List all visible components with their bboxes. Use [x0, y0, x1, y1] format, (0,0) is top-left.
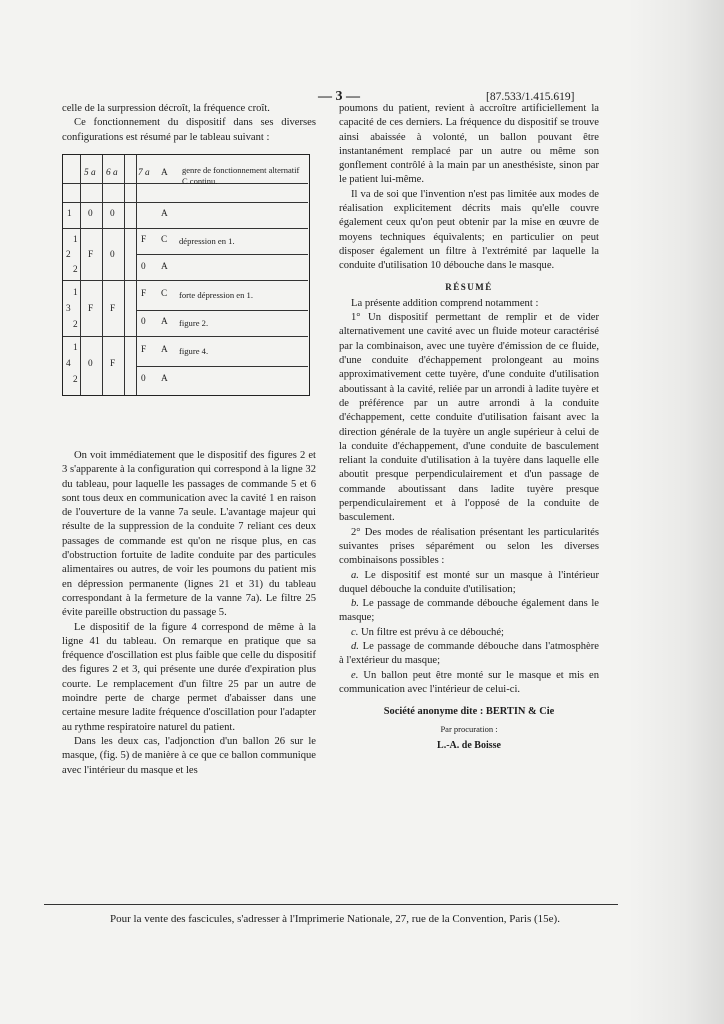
table-cell: C — [161, 235, 168, 245]
table-header-genre: genre de fonctionnement alternatif C continu. — [182, 165, 300, 186]
page-number: — 3 — — [318, 89, 360, 104]
table-cell: F — [141, 289, 147, 299]
section-heading-resume: RÉSUMÉ — [445, 281, 493, 292]
table-cell: 2 — [73, 375, 78, 385]
table-cell: F — [88, 304, 94, 314]
table-cell: F — [88, 250, 94, 260]
table-cell: 1 — [73, 288, 78, 298]
paragraph: poumons du patient, revient à accroître artificiellement la capacité de ces derniers. La fréquence du dispositif se trouve ainsi abaissée à volonté, un ballon pouvant être instantanément remplacé par un autre ou même son gonflement contrôlé à la main par un anesthésiste, sinon par le patient lui-même. — [339, 103, 599, 186]
list-item: e. Un ballon peut être monté sur le masque et mis en communication avec l'intérieur de celui-ci. — [339, 669, 599, 695]
table-cell: 0 — [110, 209, 115, 219]
table-cell: figure 4. — [179, 346, 209, 356]
table-cell: F — [141, 345, 147, 355]
paragraph: La présente addition comprend notamment : — [351, 297, 539, 309]
table-cell: F — [110, 359, 116, 369]
footer-note: Pour la vente des fascicules, s'adresser à l'Imprimerie Nationale, 27, rue de la Convention, Paris (15e). — [110, 913, 560, 925]
paragraph: Le dispositif de la figure 4 correspond de même à la ligne 41 du tableau. On remarque en pratique que sa fréquence d'oscillation est plus faible que celle du dispositif des figures 2 et 3, qui présente une durée d'expiration plus courte. Le remplacement d'un filtre 25 par un autre de moindre perte de charge permet d'abaisser dans une certaine mesure ladite fréquence d'oscillation pour l'adapter au rythme respiratoire naturel du patient. — [62, 621, 316, 733]
table-cell: F — [141, 235, 147, 245]
table-cell: 0 — [141, 317, 146, 327]
table-cell: 2 — [66, 250, 71, 260]
table-cell: C — [161, 289, 168, 299]
left-column-lower — [62, 449, 316, 778]
table-header-7a: 7 a — [138, 168, 150, 178]
table-cell: 0 — [141, 374, 146, 384]
table-cell: A — [161, 317, 168, 327]
table-cell: A — [161, 262, 168, 272]
page-shadow — [628, 0, 724, 1024]
table-cell: 2 — [73, 320, 78, 330]
table-cell: A — [161, 374, 168, 384]
signature-name: L.-A. de Boisse — [437, 739, 501, 751]
document-reference: [87.533/1.415.619] — [486, 91, 575, 103]
footer-divider — [44, 904, 618, 905]
table-cell: A — [161, 345, 168, 355]
table-header-a: A — [161, 168, 168, 178]
paragraph: Dans les deux cas, l'adjonction d'un ballon 26 sur le masque, (fig. 5) de manière à ce que ce ballon communique avec l'intérieur du masque et les — [62, 735, 316, 776]
paragraph: 1° Un dispositif permettant de remplir et de vider alternativement une cavité avec un fluide moteur caractérisé par la combinaison, avec une tuyère d'émission de ce fluide, d'une conduite d'échappement prolongeant au moins approximativement cette tuyère, d'une conduite d'utilisation aboutissant à la cavité, reliée par un arrondi à ladite tuyère et de préférence par un autre arrondi à la conduite d'échappement, cette conduite d'utilisation faisant avec la direction générale de la tuyère un angle supérieur à celui de la conduite d'échappement, d'une conduite de basculement reliant la conduite d'utilisation à la tuyère dans laquelle elle aboutit presque perpendiculairement et d'un passage de commande aboutissant dans ladite tuyère presque perpendiculairement et à l'opposé de la conduite de basculement. — [339, 312, 599, 524]
signature-company: Société anonyme dite : BERTIN & Cie — [383, 706, 555, 718]
table-cell: figure 2. — [179, 318, 209, 328]
table-cell: F — [110, 304, 116, 314]
left-column — [62, 102, 316, 145]
table-cell: 0 — [88, 209, 93, 219]
table-cell: 4 — [66, 359, 71, 369]
table-cell: 0 — [88, 359, 93, 369]
table-header-6a: 6 a — [106, 168, 118, 178]
paragraph: On voit immédiatement que le dispositif des figures 2 et 3 s'apparente à la configuration qui correspond à la ligne 32 du tableau, pour laquelle les passages de commande 5 et 6 sont tous deux en communication avec la cavité 1 en raison de l'ouverture de la vanne 7a seule. L'avantage majeur qui résulte de la suppression de la conduite 7 reliant ces deux passages de commande est qu'on ne risque plus, en cas d'obstruction fortuite de ladite conduite par des particules alimentaires ou autres, de voir les poumons du patient mis en dépression permanente (lignes 21 et 31) du tableau correspondant à la fermeture de la vanne 7a). Le filtre 25 évite pareille obstruction du passage 5. — [62, 450, 316, 619]
table-cell: 1 — [73, 235, 78, 245]
paragraph: celle de la surpression décroît, la fréquence croît. — [62, 103, 270, 114]
list-item: c. Un filtre est prévu à ce débouché; — [351, 626, 504, 638]
table-cell: 0 — [110, 250, 115, 260]
paragraph: Il va de soi que l'invention n'est pas limitée aux modes de réalisation explicitement décrits mais qu'elle couvre également ceux qu'on peut obtenir par la mise en œuvre de moyens techniques équivalents; en particulier on peut disposer également un filtre à l'extrémité par laquelle la conduite d'utilisation 10 débouche dans le masque. — [339, 188, 599, 272]
table-header-5a: 5 a — [84, 168, 96, 178]
table-cell: 1 — [73, 343, 78, 353]
table-cell: 1 — [67, 209, 72, 219]
list-item: a. Le dispositif est monté sur un masque à l'intérieur duquel débouche la conduite d'utilisation; — [339, 569, 599, 595]
table-cell: 0 — [141, 262, 146, 272]
signature-proxy: Par procuration : — [440, 724, 498, 735]
table-cell: 3 — [66, 304, 71, 314]
table-cell: 2 — [73, 265, 78, 275]
right-column — [339, 102, 599, 753]
list-item: d. Le passage de commande débouche dans l'atmosphère à l'extérieur du masque; — [339, 640, 599, 667]
table-cell: forte dépression en 1. — [179, 290, 253, 300]
table-cell: dépression en 1. — [179, 236, 235, 246]
list-item: b. Le passage de commande débouche également dans le masque; — [339, 598, 599, 624]
paragraph: 2° Des modes de réalisation présentant les particularités suivantes prises séparément ou selon les diverses combinaisons possibles : — [339, 526, 599, 567]
table-cell: A — [161, 209, 168, 219]
configuration-table — [62, 154, 310, 396]
paragraph: Ce fonctionnement du dispositif dans ses diverses configurations est résumé par le tableau suivant : — [62, 117, 316, 143]
